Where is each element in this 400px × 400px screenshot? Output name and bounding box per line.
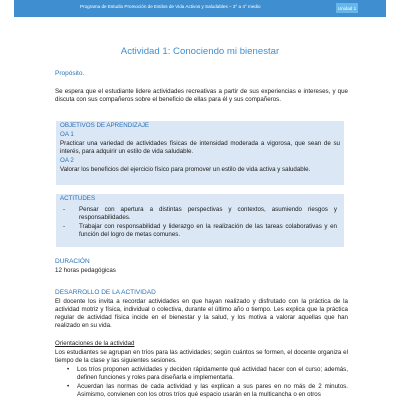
proposito-heading: Propósito. <box>55 70 85 77</box>
orientaciones-heading: Orientaciones de la actividad <box>55 340 135 347</box>
list-item-text: Acuerdan las normas de cada actividad y las explican a sus pares en no más de 2 minutos. Asimismo, convienen con los otros tríos qué espacio usarán en la multicancha o en otros <box>77 383 348 399</box>
objetivos-box <box>56 121 344 185</box>
page-title: Actividad 1: Conociendo mi bienestar <box>120 46 280 57</box>
unit-badge: Unidad 1 <box>336 3 358 13</box>
actitud-text: Pensar con apertura a distintas perspectivas y contextos, asumiendo riesgos y responsabilidades. <box>79 206 337 221</box>
oa1-text: Practicar una variedad de actividades físicas de intensidad moderada a vigorosa, que sean de su interés, para adquirir un estilo de vida saludable. <box>60 140 340 155</box>
duracion-text: 12 horas pedagógicas <box>55 267 116 274</box>
dash-icon: - <box>63 223 66 230</box>
oa1-label: OA 1 <box>60 131 74 138</box>
program-title: Programa de Estudio Promoción de Estilos de Vida Activos y Saludables – 3° a 4° medio <box>80 4 261 9</box>
actitudes-heading: ACTITUDES <box>60 195 96 202</box>
bullet-icon: • <box>67 383 70 390</box>
orientaciones-intro: Los estudiantes se agrupan en tríos para las actividades; según cuántos se formen, el docente organiza el tiempo de la clase y las siguientes sesiones. <box>55 349 348 365</box>
duracion-heading: DURACIÓN <box>55 258 90 265</box>
oa2-text: Valorar los beneficios del ejercicio físico para promover un estilo de vida activa y saludable. <box>60 166 311 173</box>
desarrollo-heading: DESARROLLO DE LA ACTIVIDAD <box>55 289 156 296</box>
list-item-text: Los tríos proponen actividades y deciden rápidamente qué actividad hacer con el curso; además, definen funciones y roles para diseñarla e implementarla. <box>77 366 348 382</box>
desarrollo-text: El docente los invita a recordar actividades en que hayan realizado y disfrutado con la práctica de la actividad motriz y física, individual o colectiva, durante el último año o tiempo. Les explica que la práctica regular de actividad física incide en el bienestar y la salud, y los motiva a valorar aquellas que han realizado en su vida. <box>55 298 348 330</box>
actitudes-box <box>56 194 344 247</box>
proposito-text: Se espera que el estudiante lidere actividades recreativas a partir de sus experiencias e intereses, y que discuta con sus compañeros sobre el beneficio de ellas para él y sus compañeros. <box>55 88 348 104</box>
oa2-label: OA 2 <box>60 157 74 164</box>
header-bar <box>14 0 386 17</box>
actitud-text: Trabajar con responsabilidad y liderazgo en la realización de las tareas colaborativas y en función del logro de metas comunes. <box>79 223 337 238</box>
objetivos-heading: OBJETIVOS DE APRENDIZAJE <box>60 122 150 129</box>
dash-icon: - <box>63 206 66 213</box>
bullet-icon: • <box>67 366 70 373</box>
